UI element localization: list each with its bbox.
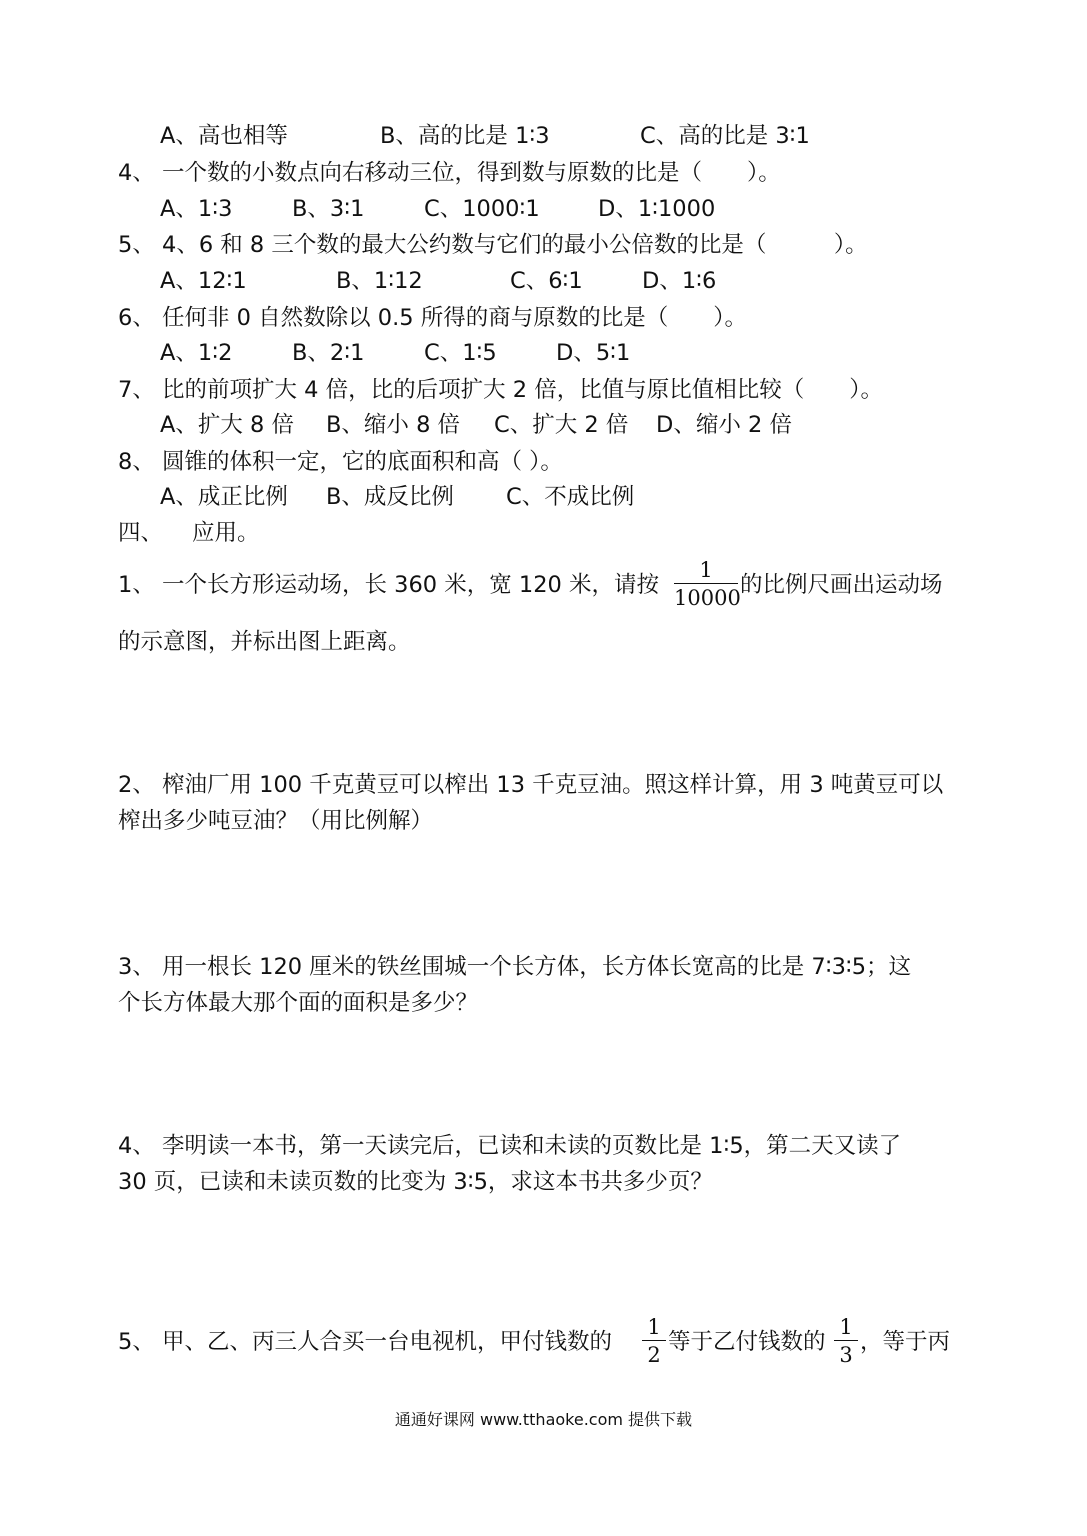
option-d: D、1∶6	[642, 268, 717, 294]
problem-number: 3、	[118, 954, 155, 980]
option-d: D、1∶1000	[598, 196, 716, 222]
fraction-numerator: 1	[647, 1315, 661, 1339]
problem-1-line-2	[118, 627, 411, 657]
section-title: 应用。	[192, 520, 260, 546]
fraction-denominator: 10000	[674, 586, 741, 610]
problem-number: 2、	[118, 772, 155, 798]
problem-text: 的示意图，并标出图上距离。	[118, 629, 411, 655]
option-b: B、缩小 8 倍	[326, 412, 461, 438]
question-number: 8、	[118, 449, 155, 475]
fraction-numerator: 1	[839, 1315, 853, 1339]
question-text: 圆锥的体积一定，它的底面积和高（ ）。	[162, 449, 563, 475]
problem-text: 30 页，已读和未读页数的比变为 3∶5，求这本书共多少页？	[118, 1169, 713, 1195]
option-b: B、1∶12	[336, 268, 423, 294]
fraction-denominator: 3	[839, 1343, 853, 1367]
fraction-bar	[642, 1340, 666, 1341]
problem-4-line-2	[118, 1167, 713, 1197]
option-c: C、1∶5	[424, 340, 497, 366]
fraction-bar	[674, 583, 738, 584]
question-text: 比的前项扩大 4 倍，比的后项扩大 2 倍，比值与原比值相比较（ ）。	[162, 377, 883, 403]
problem-text: 一个长方形运动场，长 360 米，宽 120 米，请按	[162, 572, 660, 598]
question-text: 一个数的小数点向右移动三位，得到数与原数的比是（ ）。	[162, 160, 781, 186]
question-number: 5、	[118, 232, 155, 258]
option-c: C、不成比例	[506, 484, 635, 510]
problem-text-continued: 的比例尺画出运动场	[740, 572, 943, 598]
problem-text: 榨油厂用 100 千克黄豆可以榨出 13 千克豆油。照这样计算，用 3 吨黄豆可以	[162, 772, 944, 798]
question-number: 7、	[118, 377, 155, 403]
option-a: A、12∶1	[160, 268, 247, 294]
option-a: A、1∶2	[160, 340, 233, 366]
option-b: B、成反比例	[326, 484, 454, 510]
problem-text: 李明读一本书，第一天读完后，已读和未读的页数比是 1∶5，第二天又读了	[162, 1133, 902, 1159]
problem-text: 用一根长 120 厘米的铁丝围城一个长方体，长方体长宽高的比是 7∶3∶5；这	[162, 954, 912, 980]
question-text: 4、6 和 8 三个数的最大公约数与它们的最小公倍数的比是（ ）。	[162, 232, 868, 258]
problem-text-end: ，等于丙	[860, 1329, 951, 1355]
option-a: A、1∶3	[160, 196, 233, 222]
fraction-numerator: 1	[699, 558, 713, 582]
option-d: D、缩小 2 倍	[656, 412, 792, 438]
problem-text-continued: 等于乙付钱数的	[668, 1329, 826, 1355]
problem-2-line-2	[118, 806, 433, 836]
option-b: B、2∶1	[292, 340, 365, 366]
fraction-bar	[834, 1340, 858, 1341]
option-a: A、高也相等	[160, 123, 288, 149]
option-a: A、扩大 8 倍	[160, 412, 295, 438]
problem-number: 5、	[118, 1329, 155, 1355]
fraction-one-half	[642, 1315, 666, 1367]
page-footer: 通通好课网 www.tthaoke.com 提供下载	[394, 1410, 693, 1429]
question-number: 4、	[118, 160, 155, 186]
option-a: A、成正比例	[160, 484, 288, 510]
fraction-one-third	[834, 1315, 858, 1367]
section-number: 四、	[118, 520, 164, 546]
problem-text: 个长方体最大那个面的面积是多少？	[118, 990, 479, 1016]
option-c: C、1000∶1	[424, 196, 540, 222]
question-text: 任何非 0 自然数除以 0.5 所得的商与原数的比是（ ）。	[162, 305, 747, 331]
problem-3-line-2	[118, 988, 478, 1018]
option-c: C、扩大 2 倍	[494, 412, 629, 438]
option-c: C、6∶1	[510, 268, 583, 294]
option-b: B、高的比是 1∶3	[380, 123, 550, 149]
fraction-denominator: 2	[647, 1343, 661, 1367]
option-b: B、3∶1	[292, 196, 365, 222]
option-c: C、高的比是 3∶1	[640, 123, 810, 149]
problem-text: 榨出多少吨豆油？（用比例解）	[118, 808, 434, 834]
problem-number: 1、	[118, 572, 155, 598]
problem-number: 4、	[118, 1133, 155, 1159]
option-d: D、5∶1	[556, 340, 631, 366]
question-number: 6、	[118, 305, 155, 331]
problem-text: 甲、乙、丙三人合买一台电视机，甲付钱数的	[162, 1329, 613, 1355]
scale-fraction	[674, 558, 741, 610]
